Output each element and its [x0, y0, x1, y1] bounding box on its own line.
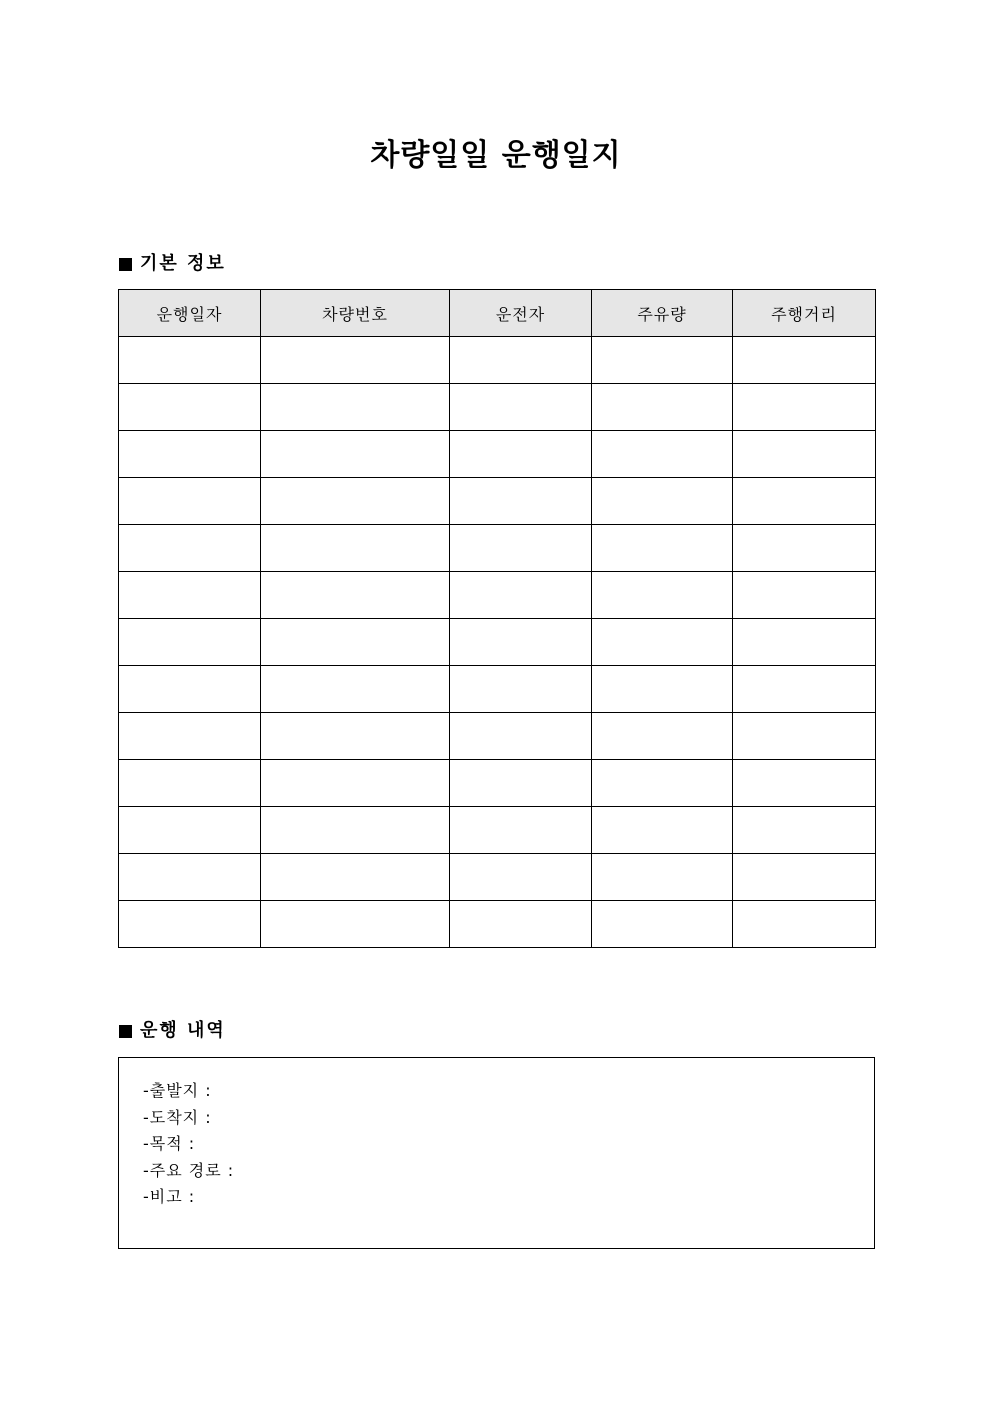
table-cell-driver[interactable] — [450, 619, 592, 666]
table-cell-date[interactable] — [119, 431, 261, 478]
table-cell-driver[interactable] — [450, 901, 592, 948]
table-cell-fuel[interactable] — [592, 713, 733, 760]
table-cell-vehicle-number[interactable] — [261, 572, 450, 619]
table-row — [119, 478, 876, 525]
table-row — [119, 525, 876, 572]
table-cell-date[interactable] — [119, 525, 261, 572]
column-header-date: 운행일자 — [119, 290, 261, 337]
table-cell-date[interactable] — [119, 572, 261, 619]
square-bullet-icon — [119, 1025, 132, 1038]
table-row — [119, 901, 876, 948]
table-cell-distance[interactable] — [733, 525, 876, 572]
table-row — [119, 713, 876, 760]
table-row — [119, 619, 876, 666]
square-bullet-icon — [119, 258, 132, 271]
table-cell-driver[interactable] — [450, 525, 592, 572]
table-cell-driver[interactable] — [450, 713, 592, 760]
table-row — [119, 854, 876, 901]
column-header-fuel: 주유량 — [592, 290, 733, 337]
detail-item-departure: -출발지 : — [143, 1081, 212, 1100]
table-row — [119, 337, 876, 384]
table-cell-distance[interactable] — [733, 619, 876, 666]
table-cell-date[interactable] — [119, 619, 261, 666]
table-cell-distance[interactable] — [733, 384, 876, 431]
column-header-driver: 운전자 — [450, 290, 592, 337]
table-cell-driver[interactable] — [450, 572, 592, 619]
table-cell-distance[interactable] — [733, 901, 876, 948]
table-cell-driver[interactable] — [450, 337, 592, 384]
table-cell-driver[interactable] — [450, 807, 592, 854]
basic-info-table — [118, 289, 876, 948]
table-cell-date[interactable] — [119, 666, 261, 713]
basic-info-heading — [119, 252, 226, 276]
table-cell-fuel[interactable] — [592, 478, 733, 525]
table-cell-distance[interactable] — [733, 760, 876, 807]
table-cell-fuel[interactable] — [592, 666, 733, 713]
table-row — [119, 807, 876, 854]
detail-item-remarks: -비고 : — [143, 1187, 196, 1206]
table-cell-fuel[interactable] — [592, 525, 733, 572]
page-title: 차량일일 운행일지 — [370, 138, 622, 173]
table-cell-distance[interactable] — [733, 666, 876, 713]
table-cell-distance[interactable] — [733, 807, 876, 854]
table-cell-vehicle-number[interactable] — [261, 619, 450, 666]
table-cell-vehicle-number[interactable] — [261, 337, 450, 384]
table-cell-date[interactable] — [119, 384, 261, 431]
table-cell-date[interactable] — [119, 807, 261, 854]
table-cell-date[interactable] — [119, 478, 261, 525]
table-cell-date[interactable] — [119, 854, 261, 901]
table-row — [119, 384, 876, 431]
table-cell-fuel[interactable] — [592, 337, 733, 384]
detail-item-purpose: -목적 : — [143, 1134, 196, 1153]
table-row — [119, 760, 876, 807]
table-body — [119, 337, 876, 948]
table-cell-fuel[interactable] — [592, 760, 733, 807]
table-cell-fuel[interactable] — [592, 384, 733, 431]
table-cell-date[interactable] — [119, 713, 261, 760]
table-cell-distance[interactable] — [733, 572, 876, 619]
table-cell-vehicle-number[interactable] — [261, 713, 450, 760]
table-cell-driver[interactable] — [450, 478, 592, 525]
table-cell-distance[interactable] — [733, 713, 876, 760]
table-cell-fuel[interactable] — [592, 901, 733, 948]
trip-details-box — [118, 1057, 875, 1249]
table-cell-driver[interactable] — [450, 431, 592, 478]
trip-details-heading-label: 운행 내역 — [140, 1020, 226, 1041]
table-cell-distance[interactable] — [733, 854, 876, 901]
table-cell-vehicle-number[interactable] — [261, 807, 450, 854]
table-row — [119, 666, 876, 713]
table-cell-date[interactable] — [119, 337, 261, 384]
table-cell-fuel[interactable] — [592, 854, 733, 901]
table-cell-vehicle-number[interactable] — [261, 478, 450, 525]
table-cell-driver[interactable] — [450, 854, 592, 901]
table-cell-driver[interactable] — [450, 384, 592, 431]
table-cell-driver[interactable] — [450, 666, 592, 713]
table-cell-date[interactable] — [119, 760, 261, 807]
table-cell-vehicle-number[interactable] — [261, 525, 450, 572]
table-cell-vehicle-number[interactable] — [261, 901, 450, 948]
basic-info-heading-label: 기본 정보 — [140, 253, 226, 274]
table-row — [119, 572, 876, 619]
detail-item-main-route: -주요 경로 : — [143, 1160, 235, 1180]
table-cell-date[interactable] — [119, 901, 261, 948]
detail-item-destination: -도착지 : — [143, 1107, 212, 1127]
trip-details-heading — [119, 1019, 226, 1043]
table-cell-fuel[interactable] — [592, 572, 733, 619]
table-cell-vehicle-number[interactable] — [261, 431, 450, 478]
table-cell-vehicle-number[interactable] — [261, 854, 450, 901]
table-header-row — [119, 290, 876, 337]
table-cell-distance[interactable] — [733, 431, 876, 478]
table-cell-vehicle-number[interactable] — [261, 760, 450, 807]
table-cell-driver[interactable] — [450, 760, 592, 807]
table-cell-fuel[interactable] — [592, 431, 733, 478]
table-cell-fuel[interactable] — [592, 807, 733, 854]
column-header-distance: 주행거리 — [733, 290, 876, 337]
table-cell-vehicle-number[interactable] — [261, 384, 450, 431]
table-cell-distance[interactable] — [733, 478, 876, 525]
table-row — [119, 431, 876, 478]
table-cell-vehicle-number[interactable] — [261, 666, 450, 713]
table-cell-distance[interactable] — [733, 337, 876, 384]
column-header-vehicle-number: 차량번호 — [261, 290, 450, 337]
table-cell-fuel[interactable] — [592, 619, 733, 666]
trip-details-list — [143, 1078, 234, 1211]
